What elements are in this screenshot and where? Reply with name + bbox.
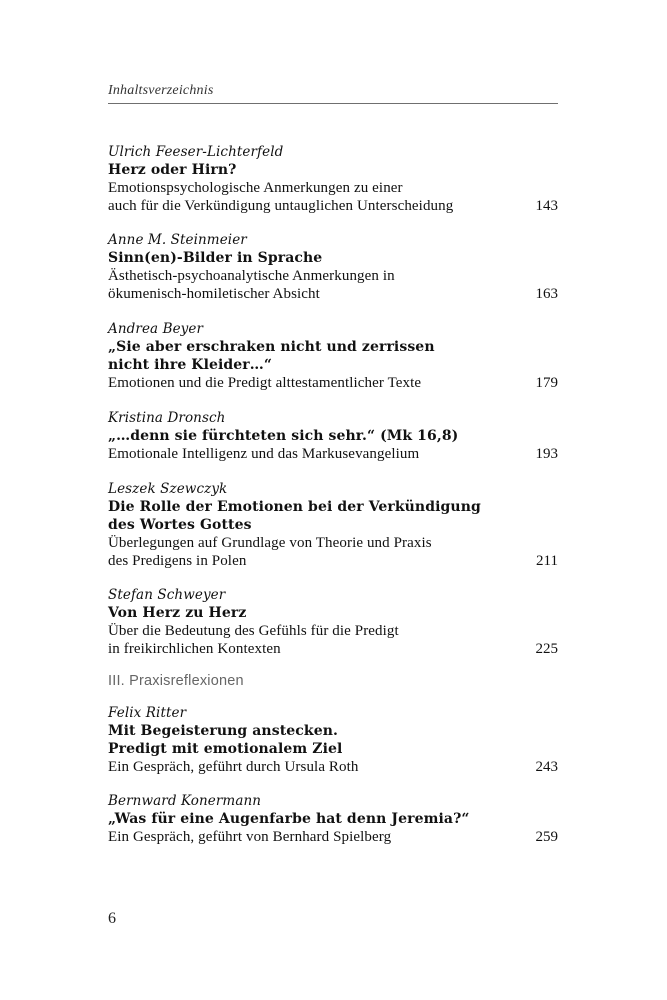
toc-entry[interactable] xyxy=(108,586,558,658)
entry-page-number: 243 xyxy=(535,759,558,775)
entry-title: „…denn sie fürchteten sich sehr.“ (Mk 16,8) xyxy=(108,428,459,444)
entry-title: nicht ihre Kleider…“ xyxy=(108,357,273,373)
entry-last-line xyxy=(108,374,558,392)
toc-entry[interactable] xyxy=(108,480,558,570)
entry-subtitle: Ein Gespräch, geführt durch Ursula Roth xyxy=(108,759,359,775)
entry-page-number: 143 xyxy=(535,198,558,214)
entry-last-line xyxy=(108,445,558,463)
toc-entry[interactable] xyxy=(108,704,558,776)
entry-title: „Sie aber erschraken nicht und zerrissen xyxy=(108,339,435,355)
entry-last-line xyxy=(108,828,558,846)
running-head: Inhaltsverzeichnis xyxy=(108,83,214,98)
entry-subtitle: ökumenisch-homiletischer Absicht xyxy=(108,286,320,302)
entry-title: Herz oder Hirn? xyxy=(108,162,237,178)
entry-author: Anne M. Steinmeier xyxy=(108,232,247,248)
entry-title: Mit Begeisterung anstecken. xyxy=(108,723,338,739)
section-heading: III. Praxisreflexionen xyxy=(108,673,244,689)
entry-title: Sinn(en)-Bilder in Sprache xyxy=(108,250,323,266)
entry-page-number: 193 xyxy=(535,446,558,462)
header-rule xyxy=(108,103,558,104)
entry-subtitle: Überlegungen auf Grundlage von Theorie und Praxis xyxy=(108,535,432,551)
entry-title: des Wortes Gottes xyxy=(108,517,252,533)
entry-author: Ulrich Feeser-Lichterfeld xyxy=(108,144,284,160)
entry-page-number: 259 xyxy=(535,829,558,845)
entry-page-number: 179 xyxy=(535,375,558,391)
entry-title: Die Rolle der Emotionen bei der Verkündigung xyxy=(108,499,481,515)
entry-subtitle: Ein Gespräch, geführt von Bernhard Spielberg xyxy=(108,829,392,845)
entry-last-line xyxy=(108,285,558,303)
entry-subtitle: Über die Bedeutung des Gefühls für die Predigt xyxy=(108,623,399,639)
entry-subtitle: Ästhetisch-psychoanalytische Anmerkungen in xyxy=(108,268,395,284)
entry-last-line xyxy=(108,758,558,776)
entry-subtitle: des Predigens in Polen xyxy=(108,553,247,569)
entry-title: Von Herz zu Herz xyxy=(108,605,247,621)
toc-entry[interactable] xyxy=(108,143,558,215)
entry-subtitle: Emotionen und die Predigt alttestamentlicher Texte xyxy=(108,375,422,391)
toc-entry[interactable] xyxy=(108,409,558,463)
entry-page-number: 163 xyxy=(535,286,558,302)
entry-last-line xyxy=(108,197,558,215)
entry-title: „Was für eine Augenfarbe hat denn Jeremia?“ xyxy=(108,811,470,827)
entry-author: Stefan Schweyer xyxy=(108,587,226,603)
entry-author: Leszek Szewczyk xyxy=(108,481,228,497)
entry-subtitle: auch für die Verkündigung untauglichen Unterscheidung xyxy=(108,198,454,214)
entry-subtitle: in freikirchlichen Kontexten xyxy=(108,641,281,657)
entry-author: Bernward Konermann xyxy=(108,793,262,809)
entry-author: Andrea Beyer xyxy=(108,321,204,337)
entry-page-number: 211 xyxy=(536,553,558,569)
entry-subtitle: Emotionspsychologische Anmerkungen zu einer xyxy=(108,180,403,196)
entry-last-line xyxy=(108,640,558,658)
page-number: 6 xyxy=(108,910,116,927)
entry-author: Felix Ritter xyxy=(108,705,187,721)
toc-entry[interactable] xyxy=(108,792,558,846)
entry-page-number: 225 xyxy=(535,641,558,657)
entry-title: Predigt mit emotionalem Ziel xyxy=(108,741,343,757)
toc-entry[interactable] xyxy=(108,231,558,303)
toc-entry[interactable] xyxy=(108,320,558,392)
entry-last-line xyxy=(108,552,558,570)
entry-author: Kristina Dronsch xyxy=(108,410,226,426)
entry-subtitle: Emotionale Intelligenz und das Markusevangelium xyxy=(108,446,420,462)
